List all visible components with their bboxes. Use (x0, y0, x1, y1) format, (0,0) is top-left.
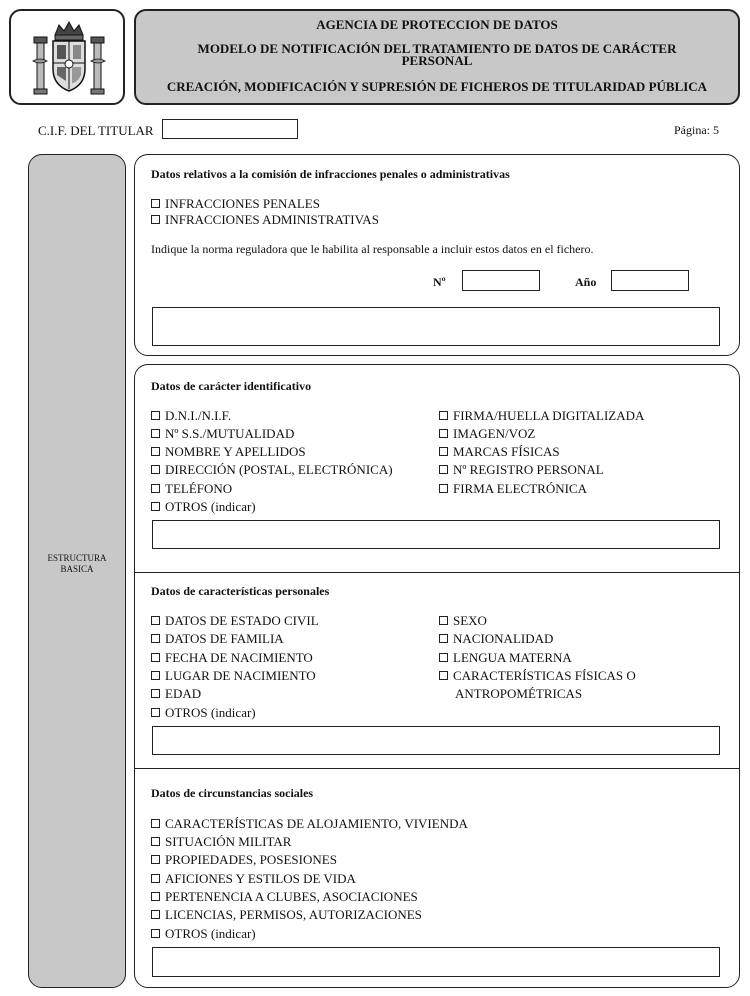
checkbox-icon[interactable] (151, 199, 160, 208)
checkbox-icon[interactable] (151, 929, 160, 938)
checkbox-clubes-asociaciones[interactable]: PERTENENCIA A CLUBES, ASOCIACIONES (151, 889, 418, 905)
checkbox-telefono[interactable]: TELÉFONO (151, 481, 232, 497)
checkbox-icon[interactable] (439, 465, 448, 474)
otros-identificativo-input[interactable] (152, 520, 720, 549)
checkbox-registro-personal[interactable]: Nº REGISTRO PERSONAL (439, 462, 604, 478)
checkbox-caracteristicas-fisicas[interactable]: CARACTERÍSTICAS FÍSICAS O (439, 668, 636, 684)
checkbox-icon[interactable] (151, 502, 160, 511)
infracciones-title: Datos relativos a la comisión de infracciones penales o administrativas (151, 167, 510, 181)
checkbox-icon[interactable] (151, 689, 160, 698)
otros-sociales-input[interactable] (152, 947, 720, 977)
checkbox-icon[interactable] (151, 855, 160, 864)
checkbox-icon[interactable] (439, 447, 448, 456)
checkbox-dni-nif[interactable]: D.N.I./N.I.F. (151, 408, 231, 424)
identificativo-title: Datos de carácter identificativo (151, 379, 312, 393)
form-subtitle: CREACIÓN, MODIFICACIÓN Y SUPRESIÓN DE FICHEROS DE TITULARIDAD PÚBLICA (166, 79, 708, 94)
checkbox-icon[interactable] (151, 447, 160, 456)
numero-input[interactable] (462, 270, 540, 291)
checkbox-icon[interactable] (151, 874, 160, 883)
checkbox-icon[interactable] (439, 671, 448, 680)
checkbox-edad[interactable]: EDAD (151, 686, 201, 702)
datos-section (134, 364, 740, 988)
cif-label: C.I.F. DEL TITULAR (38, 123, 154, 138)
checkbox-imagen-voz[interactable]: IMAGEN/VOZ (439, 426, 535, 442)
otros-personales-input[interactable] (152, 726, 720, 755)
numero-label: Nº (433, 275, 446, 289)
checkbox-sexo[interactable]: SEXO (439, 613, 487, 629)
checkbox-icon[interactable] (151, 837, 160, 846)
checkbox-icon[interactable] (151, 892, 160, 901)
anio-input[interactable] (611, 270, 689, 291)
checkbox-icon[interactable] (151, 429, 160, 438)
checkbox-icon[interactable] (151, 910, 160, 919)
checkbox-lugar-nacimiento[interactable]: LUGAR DE NACIMIENTO (151, 668, 316, 684)
checkbox-propiedades[interactable]: PROPIEDADES, POSESIONES (151, 852, 337, 868)
sidebar-label (29, 553, 125, 575)
checkbox-otros-sociales[interactable]: OTROS (indicar) (151, 926, 256, 942)
model-title: MODELO DE NOTIFICACIÓN DEL TRATAMIENTO DE DATOS DE CARÁCTER PERSONAL (197, 41, 677, 68)
checkbox-icon[interactable] (151, 653, 160, 662)
checkbox-icon[interactable] (439, 616, 448, 625)
checkbox-situacion-militar[interactable]: SITUACIÓN MILITAR (151, 834, 291, 850)
checkbox-nacionalidad[interactable]: NACIONALIDAD (439, 631, 553, 647)
checkbox-licencias-permisos[interactable]: LICENCIAS, PERMISOS, AUTORIZACIONES (151, 907, 422, 923)
form-header (134, 9, 740, 105)
checkbox-icon[interactable] (151, 708, 160, 717)
checkbox-infracciones-penales[interactable]: INFRACCIONES PENALES (151, 196, 320, 212)
checkbox-infracciones-administrativas[interactable]: INFRACCIONES ADMINISTRATIVAS (151, 212, 379, 228)
caracteristicas-fisicas-cont: ANTROPOMÉTRICAS (455, 686, 583, 701)
checkbox-icon[interactable] (151, 671, 160, 680)
checkbox-icon[interactable] (439, 634, 448, 643)
checkbox-icon[interactable] (151, 634, 160, 643)
checkbox-icon[interactable] (151, 484, 160, 493)
section-divider (135, 572, 739, 573)
checkbox-icon[interactable] (439, 484, 448, 493)
checkbox-icon[interactable] (439, 653, 448, 662)
checkbox-marcas-fisicas[interactable]: MARCAS FÍSICAS (439, 444, 560, 460)
checkbox-icon[interactable] (439, 429, 448, 438)
checkbox-icon[interactable] (151, 465, 160, 474)
checkbox-otros-personales[interactable]: OTROS (indicar) (151, 705, 256, 721)
checkbox-icon[interactable] (439, 411, 448, 420)
infracciones-section (134, 154, 740, 356)
checkbox-alojamiento-vivienda[interactable]: CARACTERÍSTICAS DE ALOJAMIENTO, VIVIENDA (151, 816, 468, 832)
norma-note: Indique la norma reguladora que le habilita al responsable a incluir estos datos en el fichero. (151, 242, 594, 256)
sidebar-label-line1: ESTRUCTURA (47, 553, 107, 563)
sidebar-estructura-basica (28, 154, 126, 988)
checkbox-firma-huella[interactable]: FIRMA/HUELLA DIGITALIZADA (439, 408, 644, 424)
personales-title: Datos de características personales (151, 584, 330, 598)
checkbox-fecha-nacimiento[interactable]: FECHA DE NACIMIENTO (151, 650, 313, 666)
agency-title: AGENCIA DE PROTECCION DE DATOS (316, 17, 558, 32)
checkbox-lengua-materna[interactable]: LENGUA MATERNA (439, 650, 572, 666)
checkbox-aficiones[interactable]: AFICIONES Y ESTILOS DE VIDA (151, 871, 356, 887)
coat-of-arms-logo (9, 9, 125, 105)
checkbox-ss-mutualidad[interactable]: Nº S.S./MUTUALIDAD (151, 426, 294, 442)
sociales-title: Datos de circunstancias sociales (151, 786, 314, 800)
cif-input[interactable] (162, 119, 298, 139)
checkbox-icon[interactable] (151, 819, 160, 828)
page-number: Página: 5 (674, 123, 719, 137)
checkbox-otros-identificativo[interactable]: OTROS (indicar) (151, 499, 256, 515)
checkbox-icon[interactable] (151, 616, 160, 625)
norma-input[interactable] (152, 307, 720, 346)
coat-of-arms-icon (27, 17, 111, 101)
checkbox-direccion[interactable]: DIRECCIÓN (POSTAL, ELECTRÓNICA) (151, 462, 393, 478)
checkbox-icon[interactable] (151, 215, 160, 224)
checkbox-estado-civil[interactable]: DATOS DE ESTADO CIVIL (151, 613, 319, 629)
anio-label: Año (575, 275, 597, 289)
checkbox-datos-familia[interactable]: DATOS DE FAMILIA (151, 631, 284, 647)
checkbox-icon[interactable] (151, 411, 160, 420)
checkbox-firma-electronica[interactable]: FIRMA ELECTRÓNICA (439, 481, 587, 497)
sidebar-label-line2: BASICA (60, 564, 94, 574)
checkbox-nombre-apellidos[interactable]: NOMBRE Y APELLIDOS (151, 444, 306, 460)
section-divider (135, 768, 739, 769)
